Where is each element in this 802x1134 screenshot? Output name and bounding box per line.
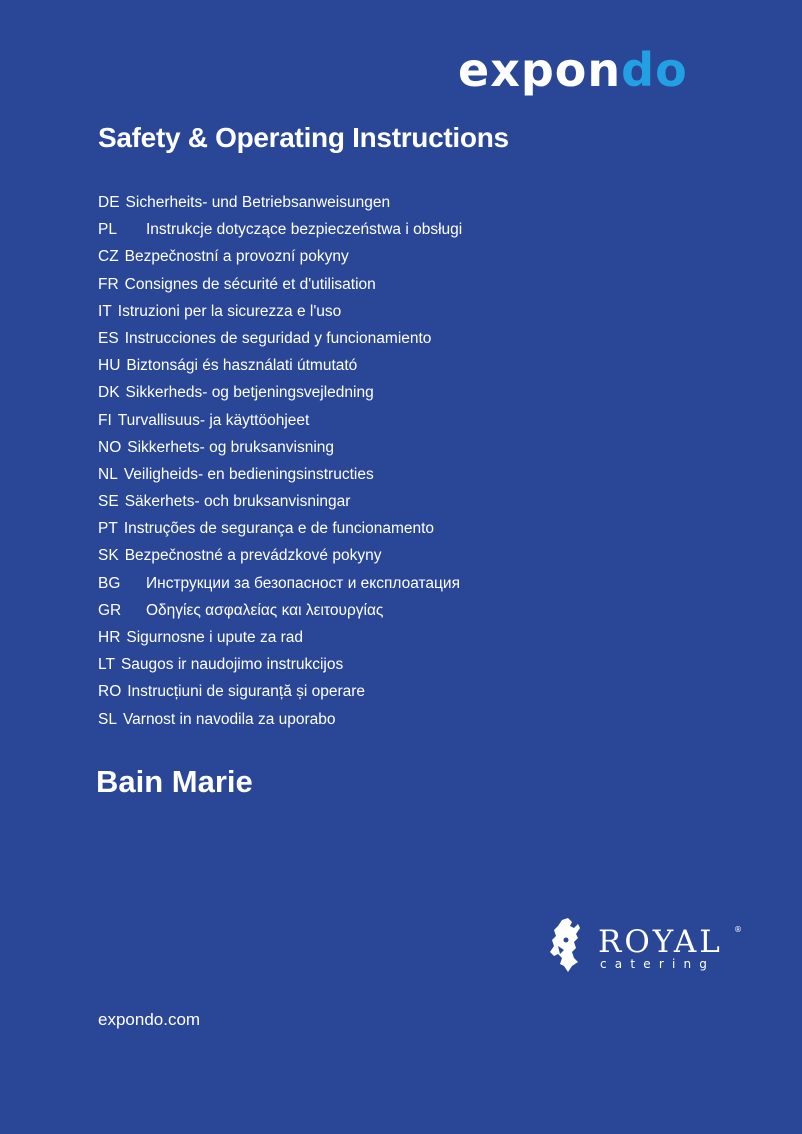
brand-name: ROYAL: [598, 924, 723, 960]
language-text: Sigurnosne i upute za rad: [126, 629, 304, 646]
language-item: [98, 570, 462, 597]
language-code: RO: [98, 683, 122, 701]
logo-part-1: expon: [458, 43, 622, 97]
language-item: [98, 271, 462, 298]
language-item: [98, 461, 462, 488]
logo-part-2: do: [621, 43, 688, 97]
language-item: [98, 488, 462, 515]
language-code: FR: [98, 275, 119, 293]
language-code: BG: [98, 574, 121, 592]
language-item: [98, 379, 462, 406]
language-item: [98, 706, 462, 733]
language-text: Οδηγίες ασφαλείας και λειτουργίας: [146, 601, 384, 619]
language-text: Instruções de segurança e de funcionamento: [123, 520, 435, 538]
language-item: [98, 515, 462, 542]
language-text: Instrukcje dotyczące bezpieczeństwa i obsługi: [146, 221, 463, 239]
language-code: PT: [98, 520, 118, 538]
language-code: IT: [98, 302, 112, 320]
language-text: Sicherheits- und Betriebsanweisungen: [125, 194, 391, 211]
language-item: [98, 352, 462, 379]
language-item: [98, 678, 462, 705]
language-code: ES: [98, 329, 119, 347]
language-text: Инструкции за безопасност и експлоатация: [146, 574, 460, 592]
language-item: [98, 624, 462, 651]
language-code: HR: [98, 629, 121, 646]
expondo-logo: [458, 40, 688, 100]
lion-crest-icon: [550, 918, 580, 972]
language-code: FI: [98, 411, 112, 429]
product-name: Bain Marie: [96, 764, 253, 799]
language-item: [98, 542, 462, 569]
language-code: DE: [98, 194, 120, 211]
language-item: [98, 325, 462, 352]
language-text: Sikkerheds- og betjeningsvejledning: [125, 384, 374, 402]
language-text: Säkerhets- och bruksanvisningar: [124, 493, 351, 511]
language-item: [98, 651, 462, 678]
language-code: SL: [98, 710, 117, 728]
language-item: [98, 189, 462, 216]
language-code: SK: [98, 547, 119, 565]
language-text: Istruzioni per la sicurezza e l'uso: [117, 302, 342, 320]
language-code: DK: [98, 384, 120, 402]
language-text: Bezpečnostní a provozní pokyny: [124, 248, 349, 266]
website-link[interactable]: expondo.com: [98, 1010, 201, 1029]
language-code: NL: [98, 465, 118, 483]
language-code: PL: [98, 221, 117, 239]
language-text: Sikkerhets- og bruksanvisning: [127, 438, 335, 456]
language-code: LT: [98, 656, 115, 674]
royal-catering-logo: [548, 916, 748, 976]
language-text: Varnost in navodila za uporabo: [122, 710, 336, 728]
language-item: [98, 216, 462, 243]
language-item: [98, 597, 462, 624]
language-code: SE: [98, 493, 119, 511]
language-list: [98, 189, 462, 733]
language-code: CZ: [98, 248, 119, 266]
language-code: HU: [98, 357, 121, 375]
language-code: GR: [98, 601, 122, 619]
registered-mark: ®: [734, 925, 742, 934]
language-item: [98, 298, 462, 325]
language-text: Instrucciones de seguridad y funcionamiento: [124, 329, 432, 347]
language-code: NO: [98, 438, 122, 456]
language-text: Consignes de sécurité et d'utilisation: [124, 275, 376, 293]
language-text: Instrucțiuni de siguranță și operare: [127, 683, 366, 701]
language-text: Saugos ir naudojimo instrukcijos: [120, 656, 344, 674]
language-text: Biztonsági és használati útmutató: [126, 357, 358, 375]
language-item: [98, 243, 462, 270]
brand-sub: catering: [600, 957, 716, 971]
language-text: Veiligheids- en bedieningsinstructies: [123, 465, 374, 483]
language-text: Bezpečnostné a prevádzkové pokyny: [124, 547, 382, 565]
language-item: [98, 434, 462, 461]
language-text: Turvallisuus- ja käyttöohjeet: [117, 411, 310, 429]
language-item: [98, 407, 462, 434]
page-title: Safety & Operating Instructions: [98, 122, 509, 153]
